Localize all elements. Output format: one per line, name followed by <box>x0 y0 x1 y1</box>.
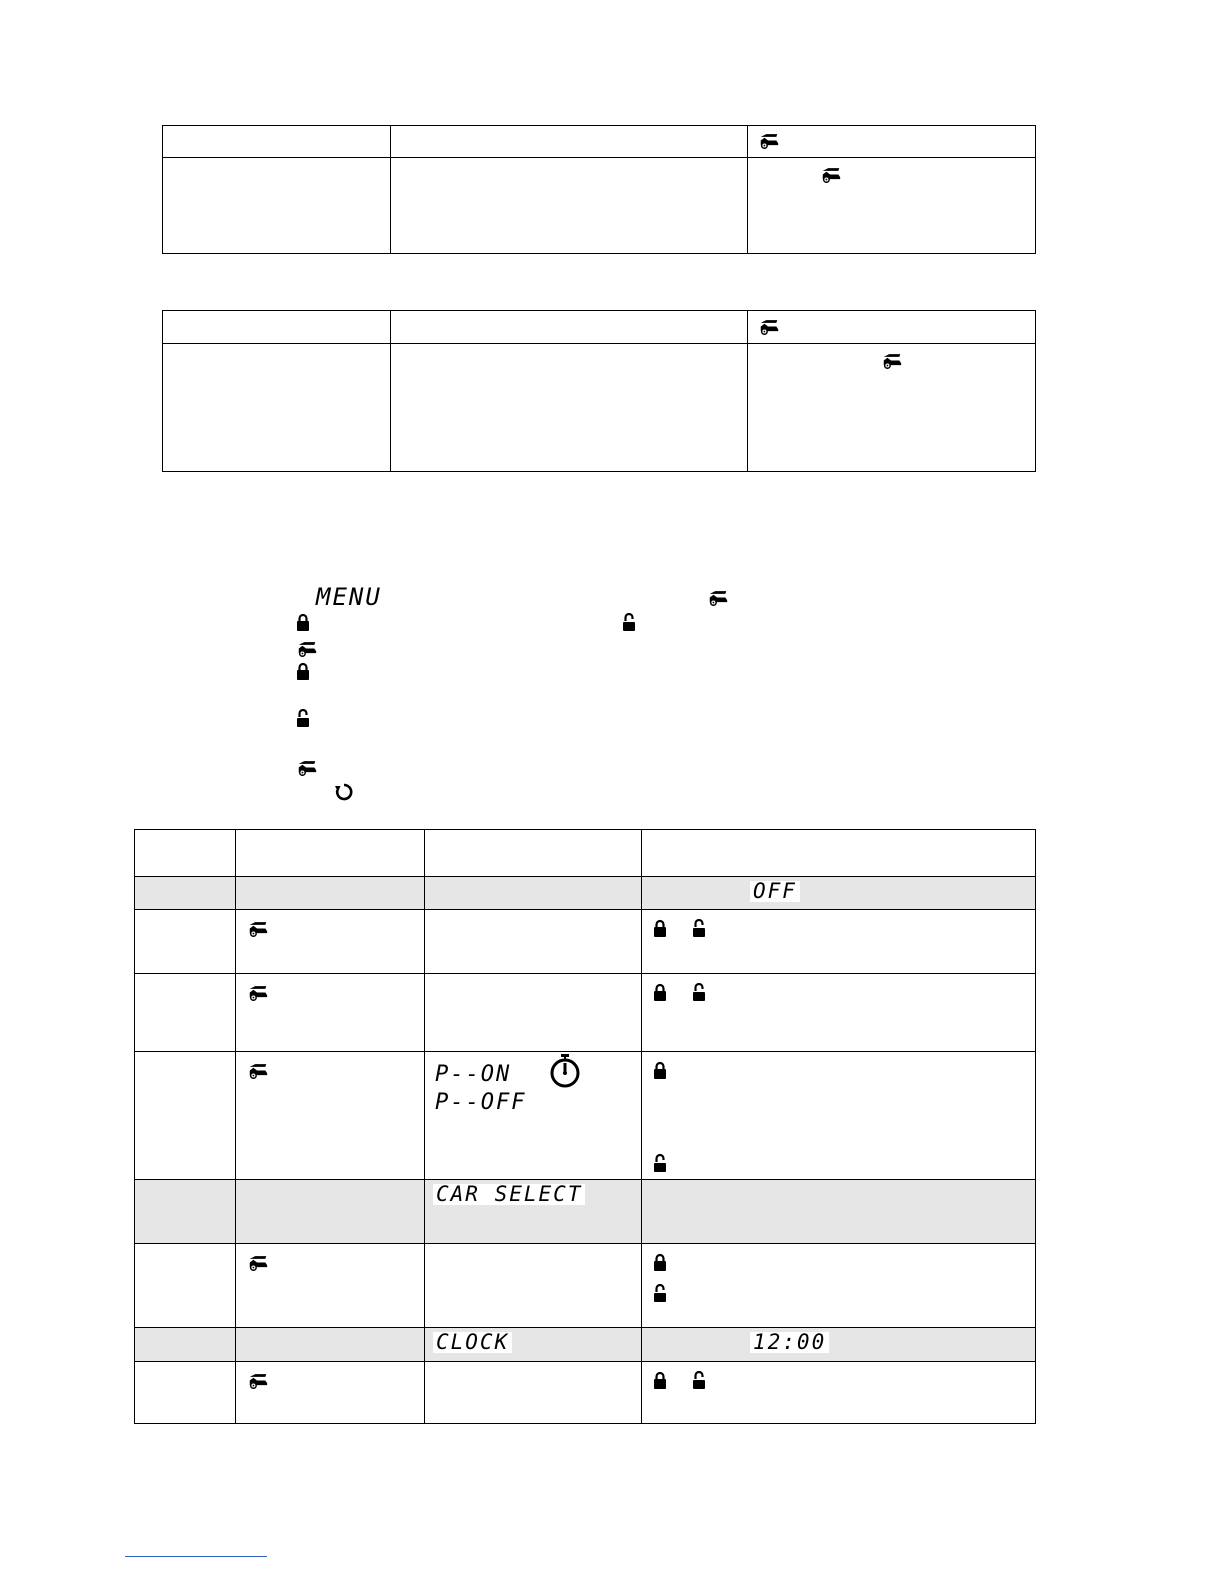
unlock-icon <box>296 709 310 727</box>
lcd-p-off: P--OFF <box>435 1090 527 1115</box>
table-row <box>135 1244 1036 1328</box>
unlock-icon <box>653 1284 667 1302</box>
car-trunk-icon <box>247 1254 269 1271</box>
lcd-off: OFF <box>750 881 800 902</box>
timer-icon <box>549 1054 581 1088</box>
settings-table <box>134 829 1036 1424</box>
table-header-row <box>135 830 1036 877</box>
car-trunk-icon <box>247 984 269 1001</box>
lock-icon <box>653 1253 667 1271</box>
lock-icon <box>296 662 310 680</box>
table-row <box>135 910 1036 974</box>
lock-icon <box>653 1061 667 1079</box>
table-row <box>135 877 1036 910</box>
lcd-menu: MENU <box>316 583 382 611</box>
car-trunk-icon <box>247 920 269 937</box>
unlock-icon <box>622 613 636 631</box>
lock-icon <box>296 613 310 631</box>
header-cell <box>642 830 1036 877</box>
header-cell <box>135 830 236 877</box>
lcd-time: 12:00 <box>750 1332 829 1353</box>
header-cell <box>425 830 642 877</box>
cycle-arrow-icon <box>334 782 354 802</box>
lcd-p-on: P--ON <box>435 1062 512 1087</box>
unlock-icon <box>692 919 706 937</box>
unlock-icon <box>692 983 706 1001</box>
lock-icon <box>653 1371 667 1389</box>
unlock-icon <box>653 1154 667 1172</box>
lock-icon <box>653 983 667 1001</box>
car-trunk-icon <box>247 1372 269 1389</box>
car-trunk-icon <box>296 640 318 657</box>
car-trunk-icon <box>247 1062 269 1079</box>
table-row <box>135 1328 1036 1362</box>
header-cell <box>236 830 425 877</box>
car-trunk-icon <box>707 589 729 606</box>
lock-icon <box>653 919 667 937</box>
table-row <box>135 974 1036 1052</box>
table-row <box>135 1052 1036 1180</box>
table-row <box>135 1362 1036 1424</box>
unlock-icon <box>692 1371 706 1389</box>
lcd-car-select: CAR SELECT <box>433 1184 585 1205</box>
lcd-clock: CLOCK <box>433 1332 512 1353</box>
table-row <box>135 1180 1036 1244</box>
footer-link-underline <box>125 1556 267 1557</box>
car-trunk-icon <box>296 759 318 776</box>
